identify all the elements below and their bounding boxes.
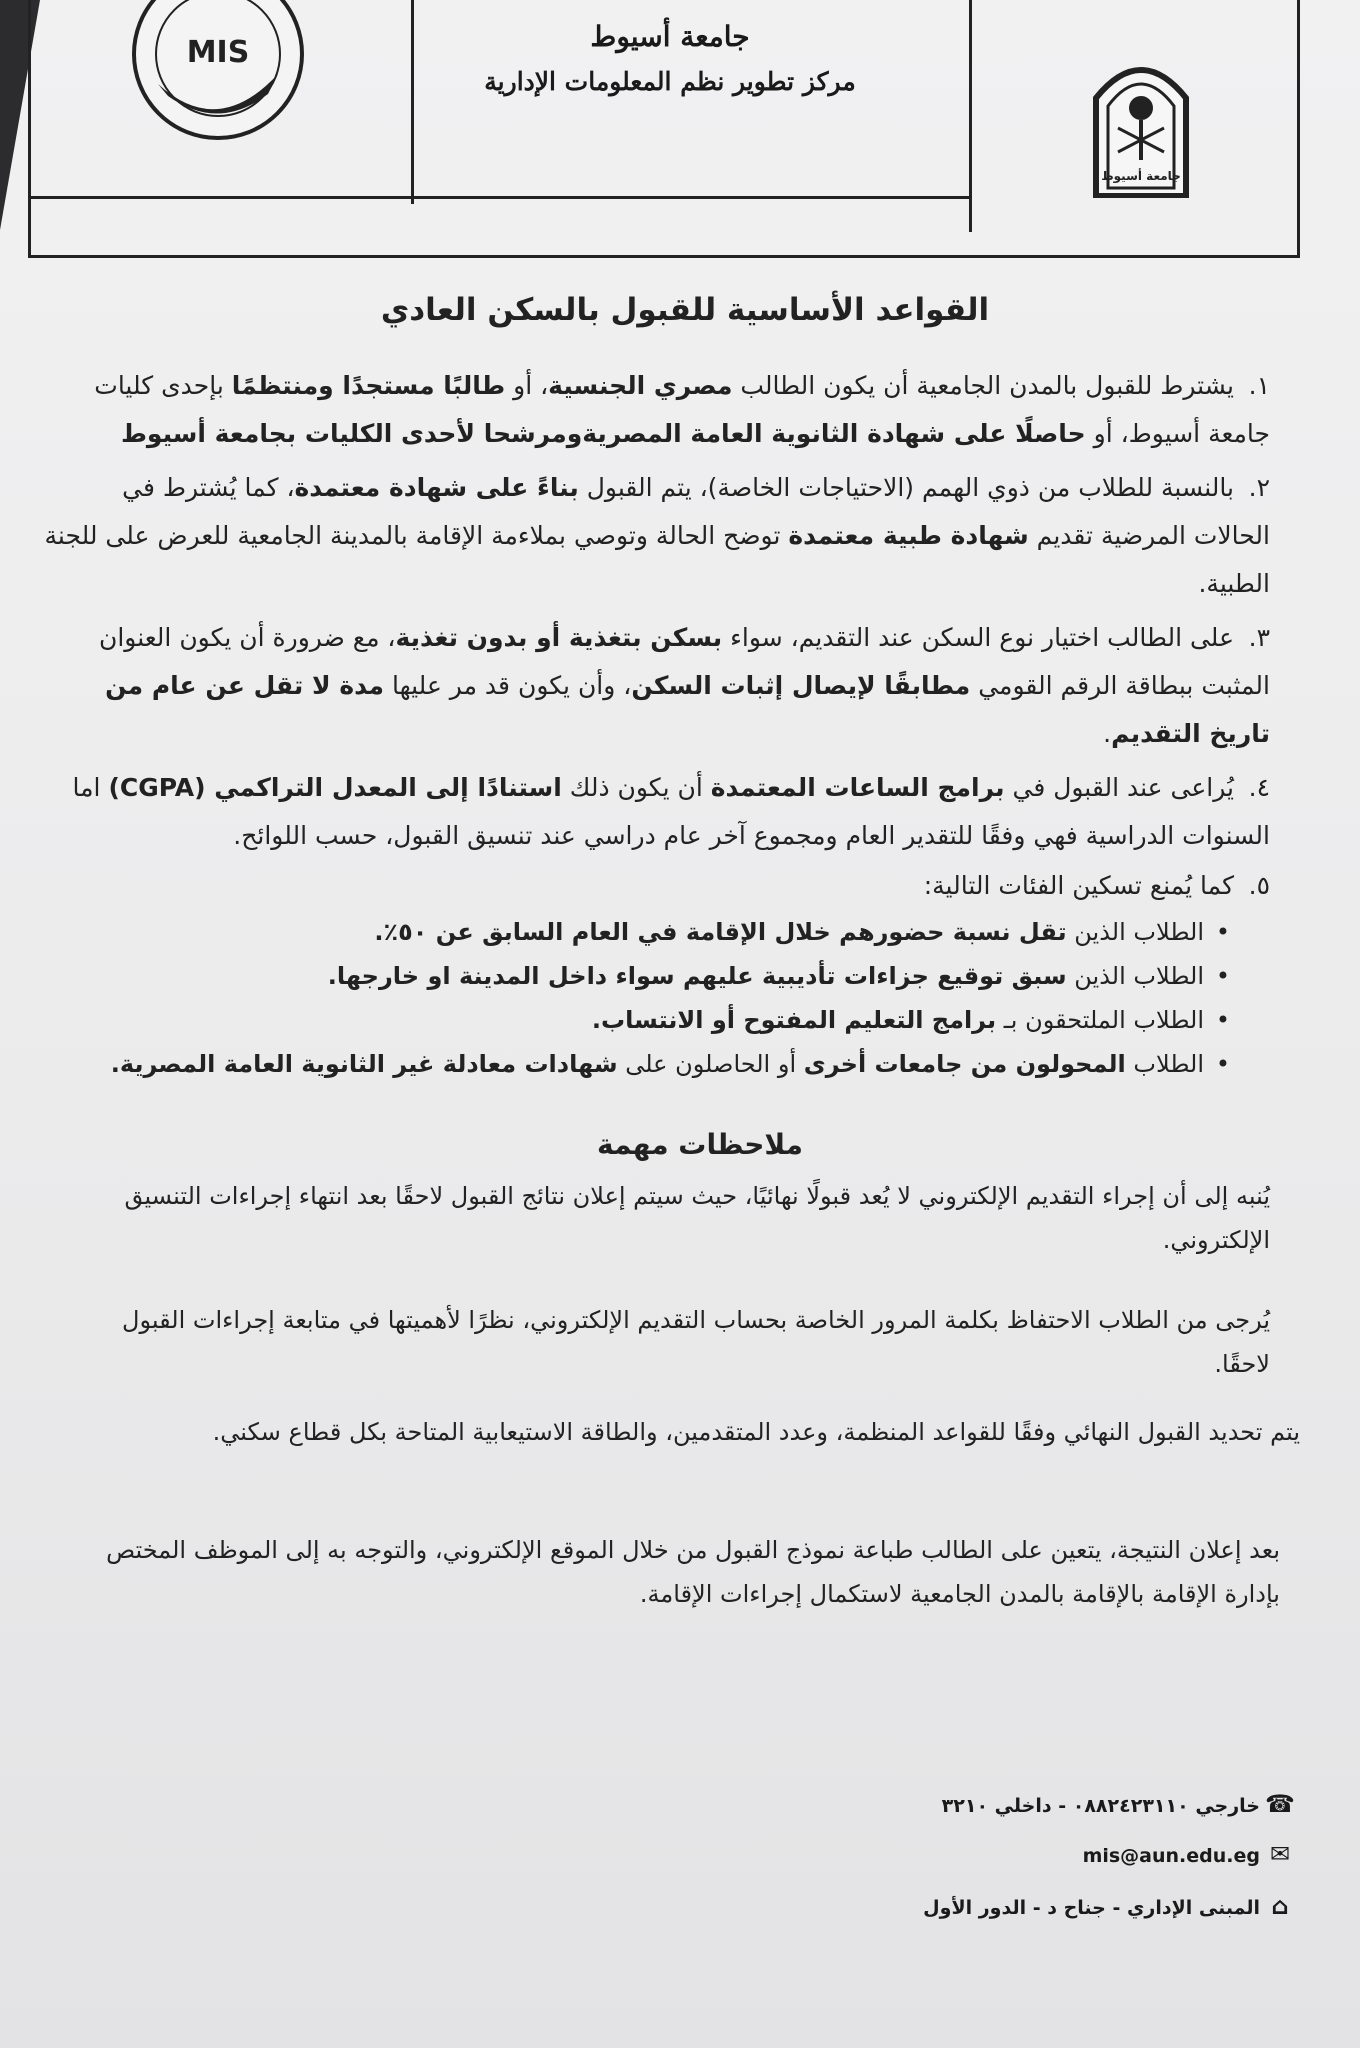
- excluded-item-4: [40, 1042, 1270, 1086]
- mis-logo-text: MIS: [186, 35, 250, 70]
- envelope-icon: ✉: [1269, 1840, 1291, 1868]
- bullet-dot: •: [1215, 918, 1230, 946]
- rule-bold: مصري الجنسية: [548, 371, 733, 400]
- excluded-item-2: [40, 954, 1270, 998]
- rule-text: على الطالب اختيار نوع السكن عند التقديم، سواء: [722, 623, 1234, 652]
- note-2: يُرجى من الطلاب الاحتفاظ بكلمة المرور الخاصة بحساب التقديم الإلكتروني، نظرًا لأهميتها في متابعة إجراءات القبول لاحقًا.: [122, 1306, 1270, 1378]
- rule-text: يشترط للقبول بالمدن الجامعية أن يكون الطالب: [732, 371, 1234, 400]
- rule-text: ، أو: [505, 371, 549, 400]
- bullet-text: الطلاب الذين: [1066, 962, 1204, 990]
- contact-phone: [860, 1790, 1300, 1818]
- contact-email: [860, 1840, 1300, 1868]
- rule-1: [40, 362, 1270, 458]
- bullet-bold: شهادات معادلة غير الثانوية العامة المصرية.: [110, 1050, 618, 1078]
- rule-3: [40, 614, 1270, 758]
- bullet-dot: •: [1215, 1050, 1230, 1078]
- bullet-bold: تقل نسبة حضورهم خلال الإقامة في العام السابق عن ٥٠٪.: [374, 918, 1067, 946]
- mis-logo: [128, 0, 308, 144]
- rule-text: أن يكون ذلك: [561, 773, 711, 802]
- header-divider-left: [411, 0, 414, 204]
- bullet-dot: •: [1215, 1006, 1230, 1034]
- rule-number: ٥.: [1248, 871, 1270, 900]
- contact-address: [860, 1892, 1300, 1920]
- rule-text: ، وأن يكون قد مر عليها: [384, 671, 632, 700]
- university-seal-text: جامعة أسيوط: [1101, 169, 1181, 183]
- bullet-dot: •: [1215, 962, 1230, 990]
- rule-text: ، مع ضرورة أن يكون العنوان المثبت ببطاقة الرقم القومي: [98, 623, 1270, 700]
- rule-bold: ومرشحا لأحدى الكليات بجامعة أسيوط: [120, 419, 583, 448]
- university-name: جامعة أسيوط: [590, 20, 750, 53]
- bullet-bold: سبق توقيع جزاءات تأديبية عليهم سواء داخل المدينة او خارجها.: [327, 962, 1067, 990]
- rule-number: ٢.: [1248, 473, 1270, 502]
- rule-bold: استنادًا إلى المعدل التراكمي (CGPA): [108, 773, 562, 802]
- rule-bold: شهادة طبية معتمدة: [788, 521, 1029, 550]
- center-name: مركز تطوير نظم المعلومات الإدارية: [484, 67, 856, 96]
- excluded-item-3: [40, 998, 1270, 1042]
- rule-text: كما يُمنع تسكين الفئات التالية:: [923, 871, 1234, 900]
- rule-bold: برامج الساعات المعتمدة: [710, 773, 1005, 802]
- rule-text: ، كما يُشترط في الحالات المرضية تقديم: [122, 473, 1270, 550]
- bullet-bold: برامج التعليم المفتوح أو الانتساب.: [591, 1006, 997, 1034]
- rule-text: بإحدى كليات جامعة أسيوط، أو: [94, 371, 1270, 448]
- address-text: المبنى الإداري - جناح د - الدور الأول: [923, 1897, 1260, 1919]
- rule-number: ٣.: [1248, 623, 1270, 652]
- rule-bold: طالبًا مستجدًا ومنتظمًا: [231, 371, 506, 400]
- rules-list: [40, 362, 1270, 1086]
- bullet-text: الطلاب: [1125, 1050, 1204, 1078]
- rule-number: ١.: [1248, 371, 1270, 400]
- rule-5: [40, 862, 1270, 910]
- phone-text: خارجي ٠٨٨٢٤٢٣١١٠ - داخلي ٣٢١٠: [941, 1795, 1260, 1817]
- bullet-bold: المحولون من جامعات أخرى: [803, 1050, 1126, 1078]
- bullet-text: الطلاب الذين: [1066, 918, 1204, 946]
- rule-2: [40, 464, 1270, 608]
- rule-bold: مطابقًا لإيصال إثبات السكن: [631, 671, 971, 700]
- note-4: بعد إعلان النتيجة، يتعين على الطالب طباعة نموذج القبول من خلال الموقع الإلكتروني، والتوجه به إلى الموظف المختص بإدارة الإقامة بالإقامة بالمدن الجامعية لاستكمال إجراءات الإقامة.: [106, 1536, 1280, 1608]
- rule-number: ٤.: [1248, 773, 1270, 802]
- rule-bold: مدة لا تقل عن عام من تاريخ التقديم: [105, 671, 1270, 748]
- phone-icon: ☎: [1265, 1790, 1295, 1818]
- page-title: القواعد الأساسية للقبول بالسكن العادي: [380, 292, 990, 328]
- university-seal: [1088, 48, 1194, 198]
- email-text: mis@aun.edu.eg: [1082, 1845, 1260, 1867]
- rule-text: يُراعى عند القبول في: [1004, 773, 1234, 802]
- rule-bold: بسكن بتغذية أو بدون تغذية: [395, 623, 723, 652]
- bullet-text: الطلاب الملتحقون بـ: [996, 1006, 1204, 1034]
- bullet-text: أو الحاصلون على: [617, 1050, 804, 1078]
- rule-text: بالنسبة للطلاب من ذوي الهمم (الاحتياجات الخاصة)، يتم القبول: [578, 473, 1234, 502]
- rule-4: [40, 764, 1270, 860]
- note-1: يُنبه إلى أن إجراء التقديم الإلكتروني لا يُعد قبولًا نهائيًا، حيث سيتم إعلان نتائج القبول لاحقًا بعد انتهاء إجراءات التنسيق الإلكتروني.: [124, 1182, 1270, 1254]
- header-title: [440, 20, 900, 96]
- note-3: يتم تحديد القبول النهائي وفقًا للقواعد المنظمة، وعدد المتقدمين، والطاقة الاستيعابية المتاحة بكل قطاع سكني.: [212, 1418, 1300, 1446]
- rule-text: اما السنوات الدراسية فهي وفقًا للتقدير العام ومجموع آخر عام دراسي عند تنسيق القبول، حسب اللوائح.: [72, 773, 1270, 850]
- notes-title: ملاحظات مهمة: [596, 1128, 804, 1161]
- rule-bold: بناءً على شهادة معتمدة: [294, 473, 579, 502]
- rule-text: توضح الحالة وتوصي بملاءمة الإقامة بالمدينة الجامعية للعرض على للجنة الطبية.: [44, 521, 1270, 598]
- rule-bold: حاصلًا على شهادة الثانوية العامة المصرية: [582, 419, 1086, 448]
- excluded-item-1: [40, 910, 1270, 954]
- header-bottom-rule: [31, 196, 972, 199]
- home-icon: ⌂: [1271, 1892, 1289, 1920]
- rule-text: .: [1103, 719, 1112, 748]
